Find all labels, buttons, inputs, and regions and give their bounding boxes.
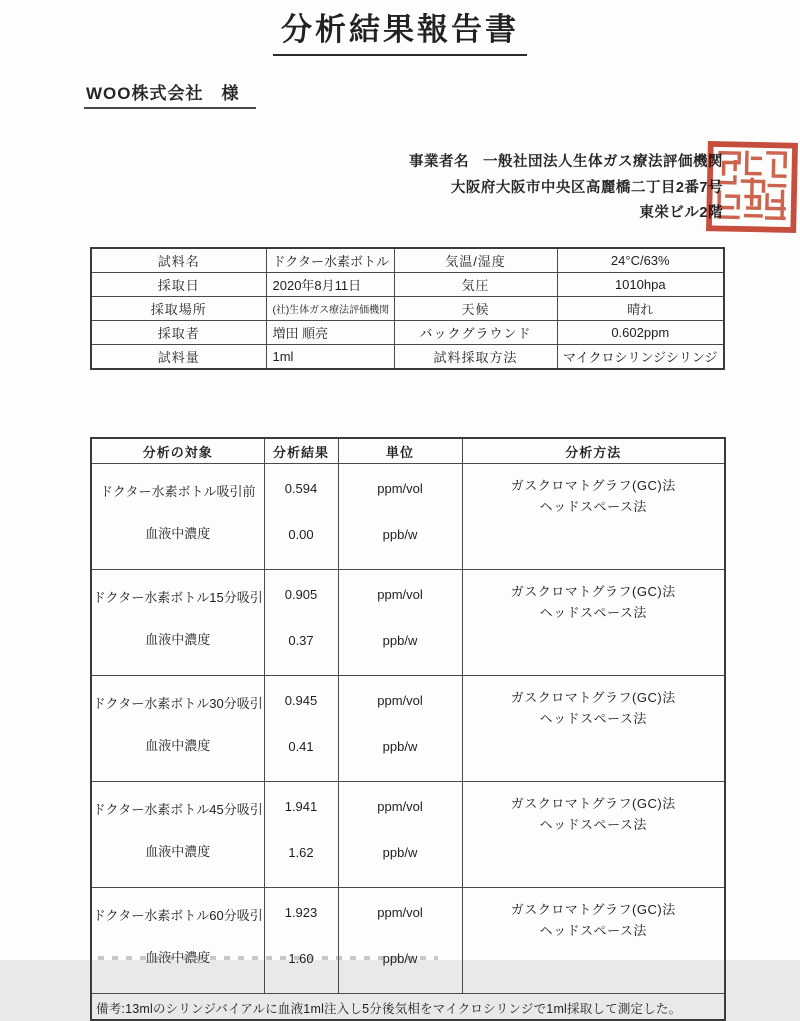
analysis-target: ドクター水素ボトル60分吸引 xyxy=(92,908,263,923)
info-label: 採取日 xyxy=(91,273,266,297)
result-block xyxy=(91,782,725,888)
info-value: 1010hpa xyxy=(557,273,724,297)
table-row xyxy=(91,297,724,321)
analysis-sub-target: 血液中濃度 xyxy=(145,526,211,541)
info-value: 24°C/63% xyxy=(557,248,724,273)
unit: ppm/vol xyxy=(377,693,423,708)
info-value: 晴れ xyxy=(557,297,724,321)
info-value: ドクター水素ボトル xyxy=(266,248,394,273)
info-label: 試料量 xyxy=(91,345,266,370)
column-header: 分析結果 xyxy=(264,438,338,464)
unit: ppm/vol xyxy=(377,587,423,602)
analysis-target: ドクター水素ボトル吸引前 xyxy=(100,484,256,499)
method-line: ヘッドスペース法 xyxy=(539,605,647,621)
info-label: 採取場所 xyxy=(91,297,266,321)
column-header: 単位 xyxy=(338,438,462,464)
table-row xyxy=(91,273,724,297)
method-line: ガスクロマトグラフ(GC)法 xyxy=(510,584,676,599)
unit: ppm/vol xyxy=(377,905,423,920)
analysis-sub-result: 0.37 xyxy=(288,633,314,648)
issuer-address-line2: 東栄ビル2階 xyxy=(639,205,723,221)
column-header: 分析の対象 xyxy=(91,438,264,464)
info-label: 採取者 xyxy=(91,321,266,345)
method-line: ヘッドスペース法 xyxy=(539,923,647,939)
info-value: (社)生体ガス療法評価機関 xyxy=(266,297,394,321)
analysis-result: 0.945 xyxy=(284,693,318,708)
analysis-target: ドクター水素ボトル30分吸引 xyxy=(92,696,263,711)
analysis-sub-result: 0.41 xyxy=(288,739,314,754)
red-seal-stamp xyxy=(705,140,799,234)
method-line: ガスクロマトグラフ(GC)法 xyxy=(510,478,676,493)
method-line: ガスクロマトグラフ(GC)法 xyxy=(510,796,676,811)
remark-row xyxy=(91,994,725,1021)
sub-unit: ppb/w xyxy=(382,527,418,542)
analysis-sub-result: 1.60 xyxy=(288,951,314,966)
table-header-row xyxy=(91,438,725,464)
issuer-block xyxy=(409,150,723,227)
analysis-sub-result: 0.00 xyxy=(288,527,314,542)
unit: ppm/vol xyxy=(377,481,423,496)
recipient-name: WOO株式会社 様 xyxy=(84,79,256,109)
info-label: 試料名 xyxy=(91,248,266,273)
info-value: マイクロシリンジシリンジ xyxy=(557,345,724,370)
issuer-line xyxy=(409,150,723,176)
unit: ppm/vol xyxy=(377,799,423,814)
method-line: ヘッドスペース法 xyxy=(539,711,647,727)
column-header: 分析方法 xyxy=(462,438,725,464)
table-row xyxy=(91,345,724,370)
info-label: バックグラウンド xyxy=(394,321,557,345)
page-title: 分析結果報告書 xyxy=(273,4,527,56)
result-block xyxy=(91,570,725,676)
info-label: 気圧 xyxy=(394,273,557,297)
method-line: ヘッドスペース法 xyxy=(539,499,647,515)
analysis-sub-target: 血液中濃度 xyxy=(145,844,211,859)
sub-unit: ppb/w xyxy=(382,845,418,860)
method-line: ガスクロマトグラフ(GC)法 xyxy=(510,690,676,705)
info-label: 試料採取方法 xyxy=(394,345,557,370)
info-value: 1ml xyxy=(266,345,394,370)
analysis-result: 1.923 xyxy=(284,905,318,920)
method-line: ガスクロマトグラフ(GC)法 xyxy=(510,902,676,917)
analysis-sub-target: 血液中濃度 xyxy=(145,632,211,647)
analysis-sub-target: 血液中濃度 xyxy=(145,738,211,753)
sample-info-table xyxy=(90,247,725,370)
info-value: 2020年8月11日 xyxy=(266,273,394,297)
cutoff-text-fragment xyxy=(98,956,438,960)
analysis-target: ドクター水素ボトル15分吸引 xyxy=(92,590,263,605)
title-area xyxy=(0,4,800,56)
remark-text: 備考:13mlのシリンジバイアルに血液1ml注入し5分後気相をマイクロシリンジで1ml採取して測定した。 xyxy=(91,994,725,1021)
info-label: 天候 xyxy=(394,297,557,321)
sub-unit: ppb/w xyxy=(382,633,418,648)
info-label: 気温/湿度 xyxy=(394,248,557,273)
method-line: ヘッドスペース法 xyxy=(539,817,647,833)
table-row xyxy=(91,248,724,273)
issuer-address-line1: 大阪府大阪市中央区高麗橋二丁目2番7号 xyxy=(450,179,723,196)
sub-unit: ppb/w xyxy=(382,739,418,754)
info-value: 増田 順亮 xyxy=(266,321,394,345)
analysis-result: 0.594 xyxy=(284,481,318,496)
result-block xyxy=(91,464,725,570)
issuer-name: 一般社団法人生体ガス療法評価機関 xyxy=(483,154,723,170)
sub-unit: ppb/w xyxy=(382,951,418,966)
analysis-result: 0.905 xyxy=(284,587,318,602)
result-block xyxy=(91,888,725,994)
analysis-sub-target: 血液中濃度 xyxy=(145,950,211,965)
table-row xyxy=(91,321,724,345)
analysis-result-table xyxy=(90,437,726,1021)
analysis-target: ドクター水素ボトル45分吸引 xyxy=(92,802,263,817)
info-value: 0.602ppm xyxy=(557,321,724,345)
analysis-sub-result: 1.62 xyxy=(288,845,314,860)
issuer-label: 事業者名 xyxy=(409,154,469,170)
analysis-result: 1.941 xyxy=(284,799,318,814)
result-block xyxy=(91,676,725,782)
